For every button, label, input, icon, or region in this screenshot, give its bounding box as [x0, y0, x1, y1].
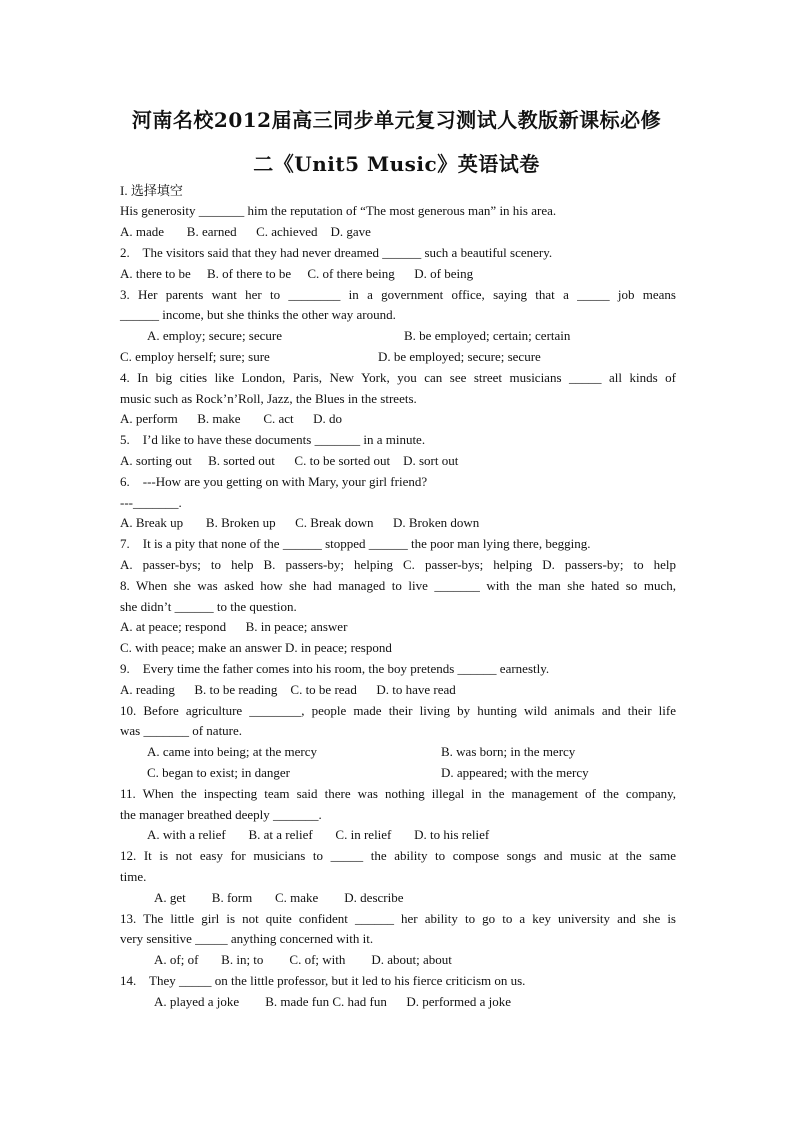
question-4-stem-cont: music such as Rock’n’Roll, Jazz, the Blues in the streets.: [120, 391, 417, 406]
question-5-options: A. sorting out B. sorted out C. to be sorted out D. sort out: [120, 453, 459, 468]
question-8-stem-cont: she didn’t ______ to the question.: [120, 599, 297, 614]
question-8-stem: 8. When she was asked how she had managed to live _______ with the man she hated so much,: [120, 578, 676, 593]
question-2-options: A. there to be B. of there to be C. of there being D. of being: [120, 266, 474, 281]
question-10-stem: 10. Before agriculture ________, people made their living by hunting wild animals and their life: [120, 703, 676, 718]
question-5-stem: 5. I’d like to have these documents _______ in a minute.: [120, 432, 426, 447]
question-14-stem: 14. They _____ on the little professor, but it led to his fierce criticism on us.: [120, 973, 526, 988]
question-2-stem: 2. The visitors said that they had never dreamed ______ such a beautiful scenery.: [120, 245, 553, 260]
question-12-stem: 12. It is not easy for musicians to _____ the ability to compose songs and music at the same: [120, 848, 676, 863]
question-13-options: A. of; of B. in; to C. of; with D. about; about: [154, 952, 452, 967]
question-10-stem-cont: was _______ of nature.: [120, 723, 243, 738]
question-12-options: A. get B. form C. make D. describe: [154, 890, 404, 905]
option-text: C. employ herself; sure; sure: [120, 349, 270, 364]
question-6-answer-blank: ---_______.: [120, 495, 182, 510]
document-title-line-2: 二《Unit5 Music》英语试卷: [253, 152, 540, 176]
question-9-stem: 9. Every time the father comes into his room, the boy pretends ______ earnestly.: [120, 661, 550, 676]
option-text: B. was born; in the mercy: [441, 744, 576, 759]
question-11-stem-cont: the manager breathed deeply _______.: [120, 807, 322, 822]
question-12-stem-cont: time.: [120, 869, 147, 884]
question-1-stem: His generosity _______ him the reputation of “The most generous man” in his area.: [120, 203, 557, 218]
document-title-line-1: 河南名校2012届高三同步单元复习测试人教版新课标必修: [131, 108, 662, 132]
question-14-options: A. played a joke B. made fun C. had fun D. performed a joke: [154, 994, 512, 1009]
option-text: D. appeared; with the mercy: [441, 765, 589, 780]
option-text: D. be employed; secure; secure: [378, 349, 541, 364]
question-3-stem-cont: ______ income, but she thinks the other way around.: [120, 307, 396, 322]
question-7-stem: 7. It is a pity that none of the ______ stopped ______ the poor man lying there, begging.: [120, 536, 591, 551]
question-8-options-row-1: A. at peace; respond B. in peace; answer: [120, 619, 348, 634]
question-11-options: A. with a relief B. at a relief C. in relief D. to his relief: [147, 827, 490, 842]
question-13-stem-cont: very sensitive _____ anything concerned with it.: [120, 931, 374, 946]
option-text: A. employ; secure; secure: [147, 328, 283, 343]
question-11-stem: 11. When the inspecting team said there was nothing illegal in the management of the company,: [120, 786, 676, 801]
question-8-options-row-2: C. with peace; make an answer D. in peace; respond: [120, 640, 392, 655]
question-6-stem: 6. ---How are you getting on with Mary, your girl friend?: [120, 474, 428, 489]
question-6-options: A. Break up B. Broken up C. Break down D. Broken down: [120, 515, 480, 530]
question-3-stem: 3. Her parents want her to ________ in a government office, saying that a _____ job means: [120, 287, 676, 302]
question-9-options: A. reading B. to be reading C. to be read D. to have read: [120, 682, 456, 697]
question-4-options: A. perform B. make C. act D. do: [120, 411, 343, 426]
option-text: A. came into being; at the mercy: [147, 744, 318, 759]
question-1-options: A. made B. earned C. achieved D. gave: [120, 224, 371, 239]
question-4-stem: 4. In big cities like London, Paris, New York, you can see street musicians _____ all kinds of: [120, 370, 676, 385]
section-heading: I. 选择填空: [120, 183, 183, 198]
option-text: C. began to exist; in danger: [147, 765, 290, 780]
question-7-options: A. passer-bys; to help B. passers-by; helping C. passer-bys; helping D. passers-by; to help: [120, 557, 676, 572]
question-13-stem: 13. The little girl is not quite confident ______ her ability to go to a key university and she is: [120, 911, 676, 926]
option-text: B. be employed; certain; certain: [404, 328, 571, 343]
